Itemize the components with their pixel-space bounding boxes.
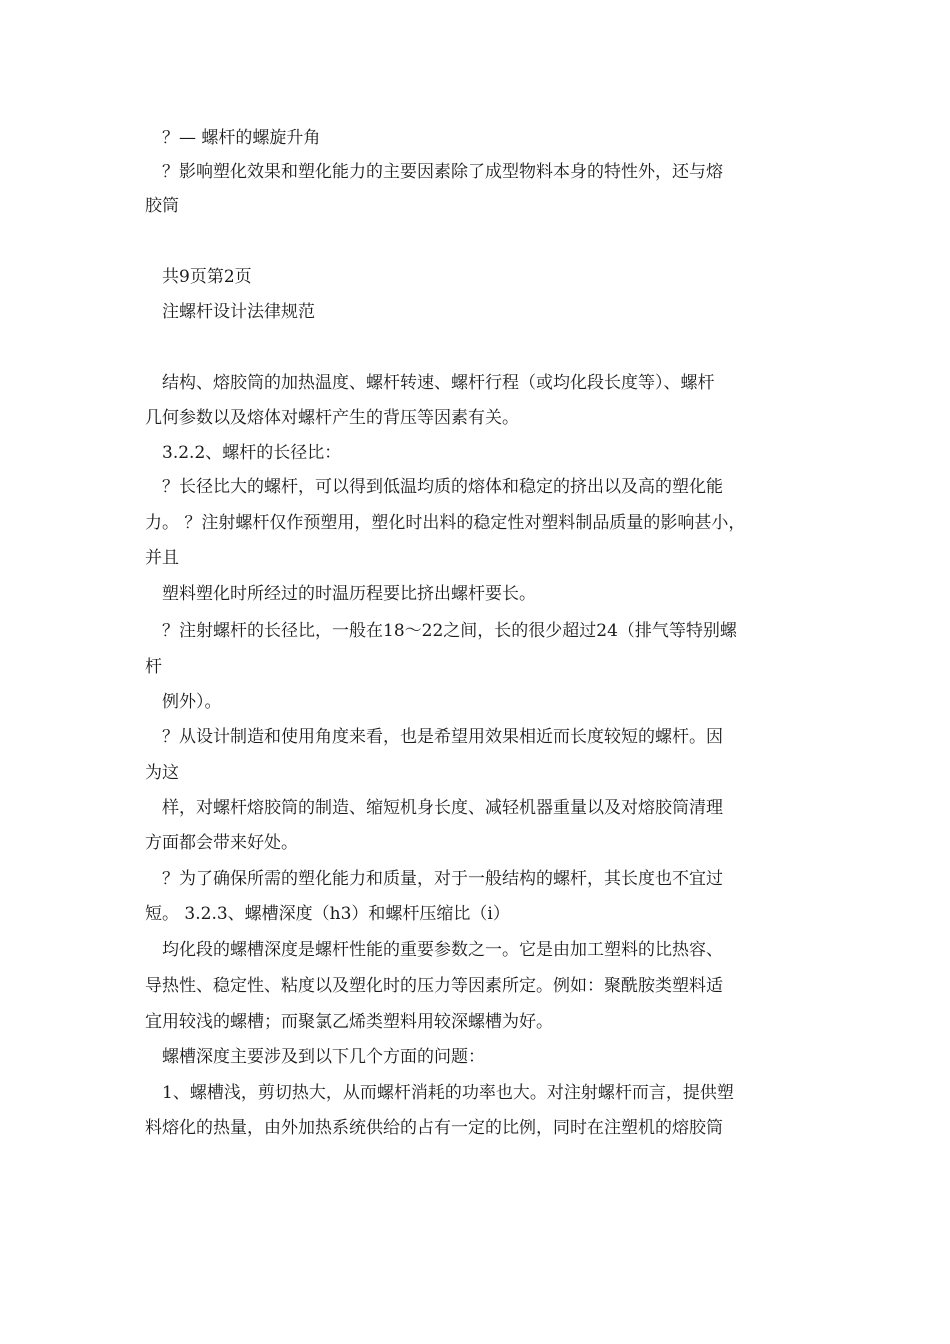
text-line: ？注射螺杆的长径比，一般在18～22之间，长的很少超过24（排气等特别螺 — [162, 621, 737, 641]
section-heading: 3.2.2、螺杆的长径比： — [162, 443, 342, 463]
page-header-title: 注螺杆设计法律规范 — [162, 302, 315, 322]
text-line: ？— 螺杆的螺旋升角 — [162, 128, 321, 148]
text-line: ？影响塑化效果和塑化能力的主要因素除了成型物料本身的特性外，还与熔 — [162, 162, 723, 182]
text-line: 样，对螺杆熔胶筒的制造、缩短机身长度、减轻机器重量以及对熔胶筒清理 — [162, 798, 723, 818]
text-line: 导热性、稳定性、粘度以及塑化时的压力等因素所定。例如：聚酰胺类塑料适 — [145, 976, 723, 996]
text-line: 力。 ？注射螺杆仅作预塑用，塑化时出料的稳定性对塑料制品质量的影响甚小， — [145, 513, 746, 533]
text-line: 胶筒 — [145, 196, 179, 216]
text-line: 螺槽深度主要涉及到以下几个方面的问题： — [162, 1047, 485, 1067]
text-line: 塑料塑化时所经过的时温历程要比挤出螺杆要长。 — [162, 584, 536, 604]
text-line: 并且 — [145, 548, 179, 568]
text-line: 方面都会带来好处。 — [145, 833, 298, 853]
text-line: ？长径比大的螺杆，可以得到低温均质的熔体和稳定的挤出以及高的塑化能 — [162, 477, 723, 497]
text-line: 短。 3.2.3、螺槽深度（h3）和螺杆压缩比（i） — [145, 904, 510, 924]
text-line: 为这 — [145, 763, 179, 783]
text-line: ？从设计制造和使用角度来看，也是希望用效果相近而长度较短的螺杆。因 — [162, 727, 723, 747]
text-line: 料熔化的热量，由外加热系统供给的占有一定的比例，同时在注塑机的熔胶筒 — [145, 1118, 723, 1138]
page-number: 共9页第2页 — [162, 267, 252, 287]
text-line: 均化段的螺槽深度是螺杆性能的重要参数之一。它是由加工塑料的比热容、 — [162, 940, 723, 960]
text-line: 杆 — [145, 657, 162, 677]
text-line: 结构、熔胶筒的加热温度、螺杆转速、螺杆行程（或均化段长度等）、螺杆 — [162, 373, 715, 393]
text-line: ？为了确保所需的塑化能力和质量，对于一般结构的螺杆，其长度也不宜过 — [162, 869, 723, 889]
text-line: 宜用较浅的螺槽；而聚氯乙烯类塑料用较深螺槽为好。 — [145, 1012, 553, 1032]
text-line: 几何参数以及熔体对螺杆产生的背压等因素有关。 — [145, 408, 519, 428]
text-line: 例外）。 — [162, 692, 222, 712]
text-line: 1、螺槽浅，剪切热大，从而螺杆消耗的功率也大。对注射螺杆而言，提供塑 — [162, 1083, 734, 1103]
